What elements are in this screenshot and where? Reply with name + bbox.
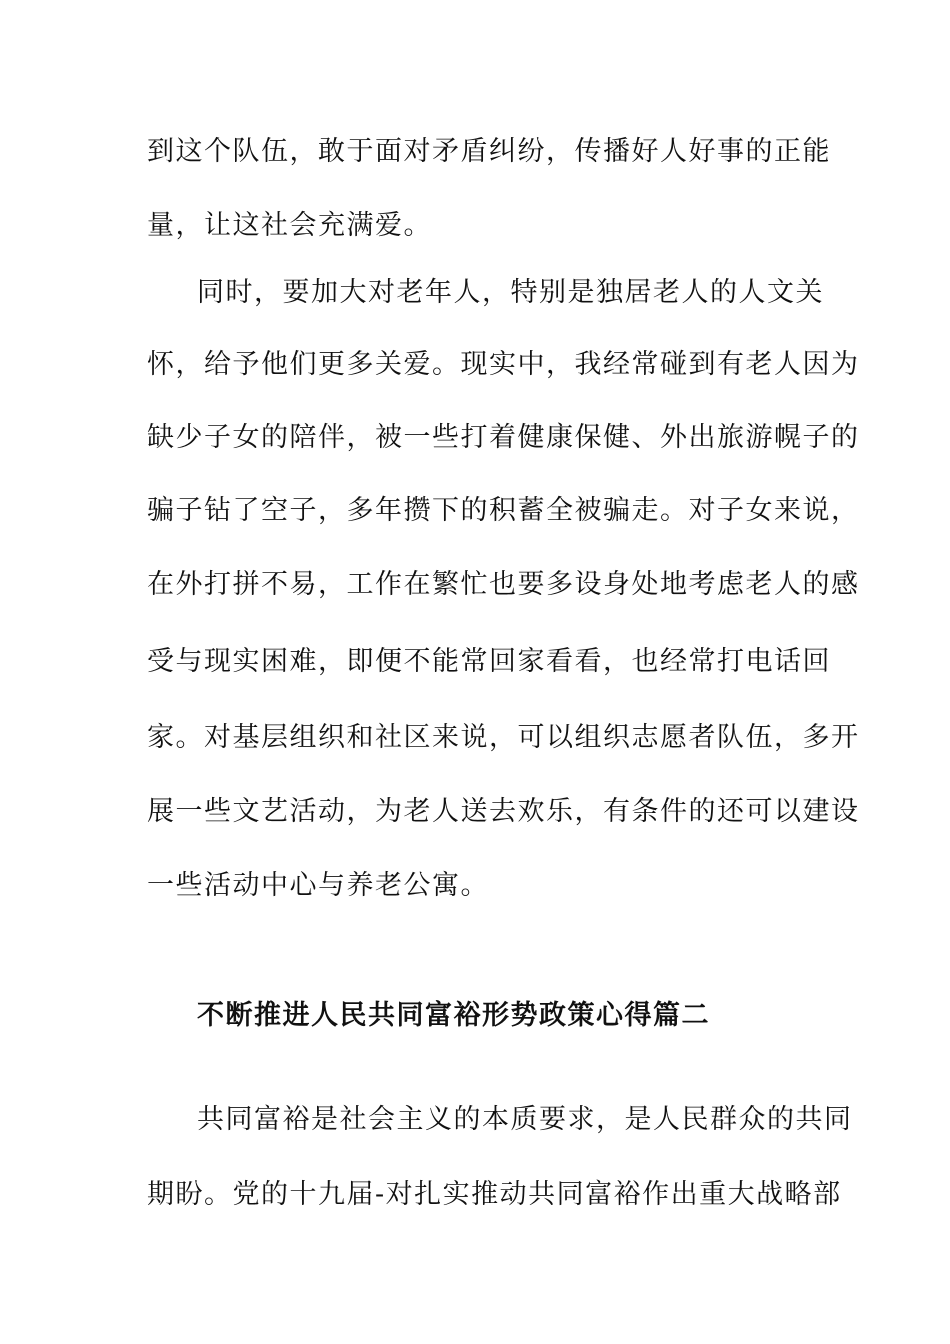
text-line: 受与现实困难，即便不能常回家看看，也经常打电话回 [147,646,831,677]
text-line: 怀，给予他们更多关爱。现实中，我经常碰到有老人因为 [147,349,860,380]
section-heading: 不断推进人民共同富裕形势政策心得篇二 [197,1000,710,1031]
paragraph-first-line: 同时，要加大对老年人，特别是独居老人的人文关 [197,277,824,308]
text-line: 在外打拼不易，工作在繁忙也要多设身处地考虑老人的感 [147,569,860,600]
text-line: 家。对基层组织和社区来说，可以组织志愿者队伍，多开 [147,722,860,753]
text-line: 期盼。党的十九届-对扎实推动共同富裕作出重大战略部 [147,1179,842,1210]
text-line: 骗子钻了空子，多年攒下的积蓄全被骗走。对子女来说， [147,495,860,526]
paragraph-first-line: 共同富裕是社会主义的本质要求，是人民群众的共同 [197,1104,853,1135]
text-line: 展一些文艺活动，为老人送去欢乐，有条件的还可以建设 [147,796,860,827]
text-line: 到这个队伍，敢于面对矛盾纠纷，传播好人好事的正能 [147,136,831,167]
text-line: 一些活动中心与养老公寓。 [147,870,489,901]
text-line: 缺少子女的陪伴，被一些打着健康保健、外出旅游幌子的 [147,422,860,453]
text-line: 量，让这社会充满爱。 [147,210,432,241]
